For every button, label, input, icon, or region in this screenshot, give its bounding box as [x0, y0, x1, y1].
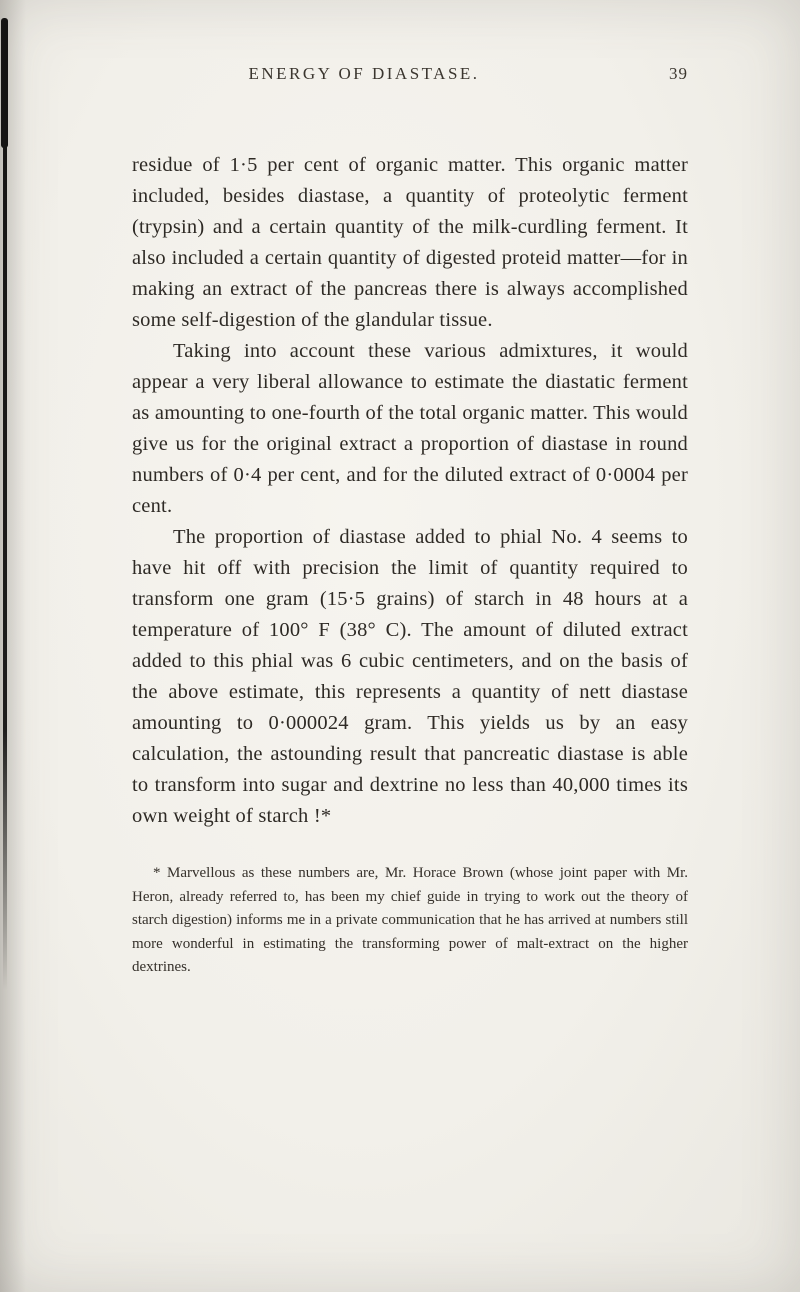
paragraph-2: Taking into account these various admixtures, it would appear a very liberal allowance to estimate the diastatic ferment as amounting to one-fourth of the total organic matter. This would give us for the original extract a proportion of diastase in round numbers of 0·4 per cent, and for the diluted extract of 0·0004 per cent. [132, 340, 688, 517]
paragraph-3: The proportion of diastase added to phial No. 4 seems to have hit off with precision the limit of quantity required to transform one gram (15·5 grains) of starch in 48 hours at a temperature of 100° F (38° C). The amount of diluted extract added to this phial was 6 cubic centimeters, and on the basis of the above estimate, this represents a quantity of nett diastase amounting to 0·000024 gram. This yields us by an easy calculation, the astounding result that pancreatic diastase is able to transform into sugar and dextrine no less than 40,000 times its own weight of starch !* [132, 526, 688, 827]
footnote: * Marvellous as these numbers are, Mr. Horace Brown (whose joint paper with Mr. Heron, already referred to, has been my chief guide in trying to work out the theory of starch digestion) informs me in a private communication that he has arrived at numbers still more wonderful in estimating the transforming power of malt-extract on the higher dextrines. [132, 865, 688, 975]
paragraph-1: residue of 1·5 per cent of organic matter. This organic matter included, besides diastase, a quantity of proteolytic ferment (trypsin) and a certain quantity of the milk-curdling ferment. It also included a certain quantity of digested proteid matter—for in making an extract of the pancreas there is always accomplished some self-digestion of the glandular tissue. [132, 154, 688, 331]
page-number: 39 [669, 64, 688, 83]
running-header [132, 64, 688, 88]
scan-edge-line-artifact [3, 120, 7, 990]
running-header-title: ENERGY OF DIASTASE. [248, 64, 480, 83]
page-body [132, 150, 688, 980]
